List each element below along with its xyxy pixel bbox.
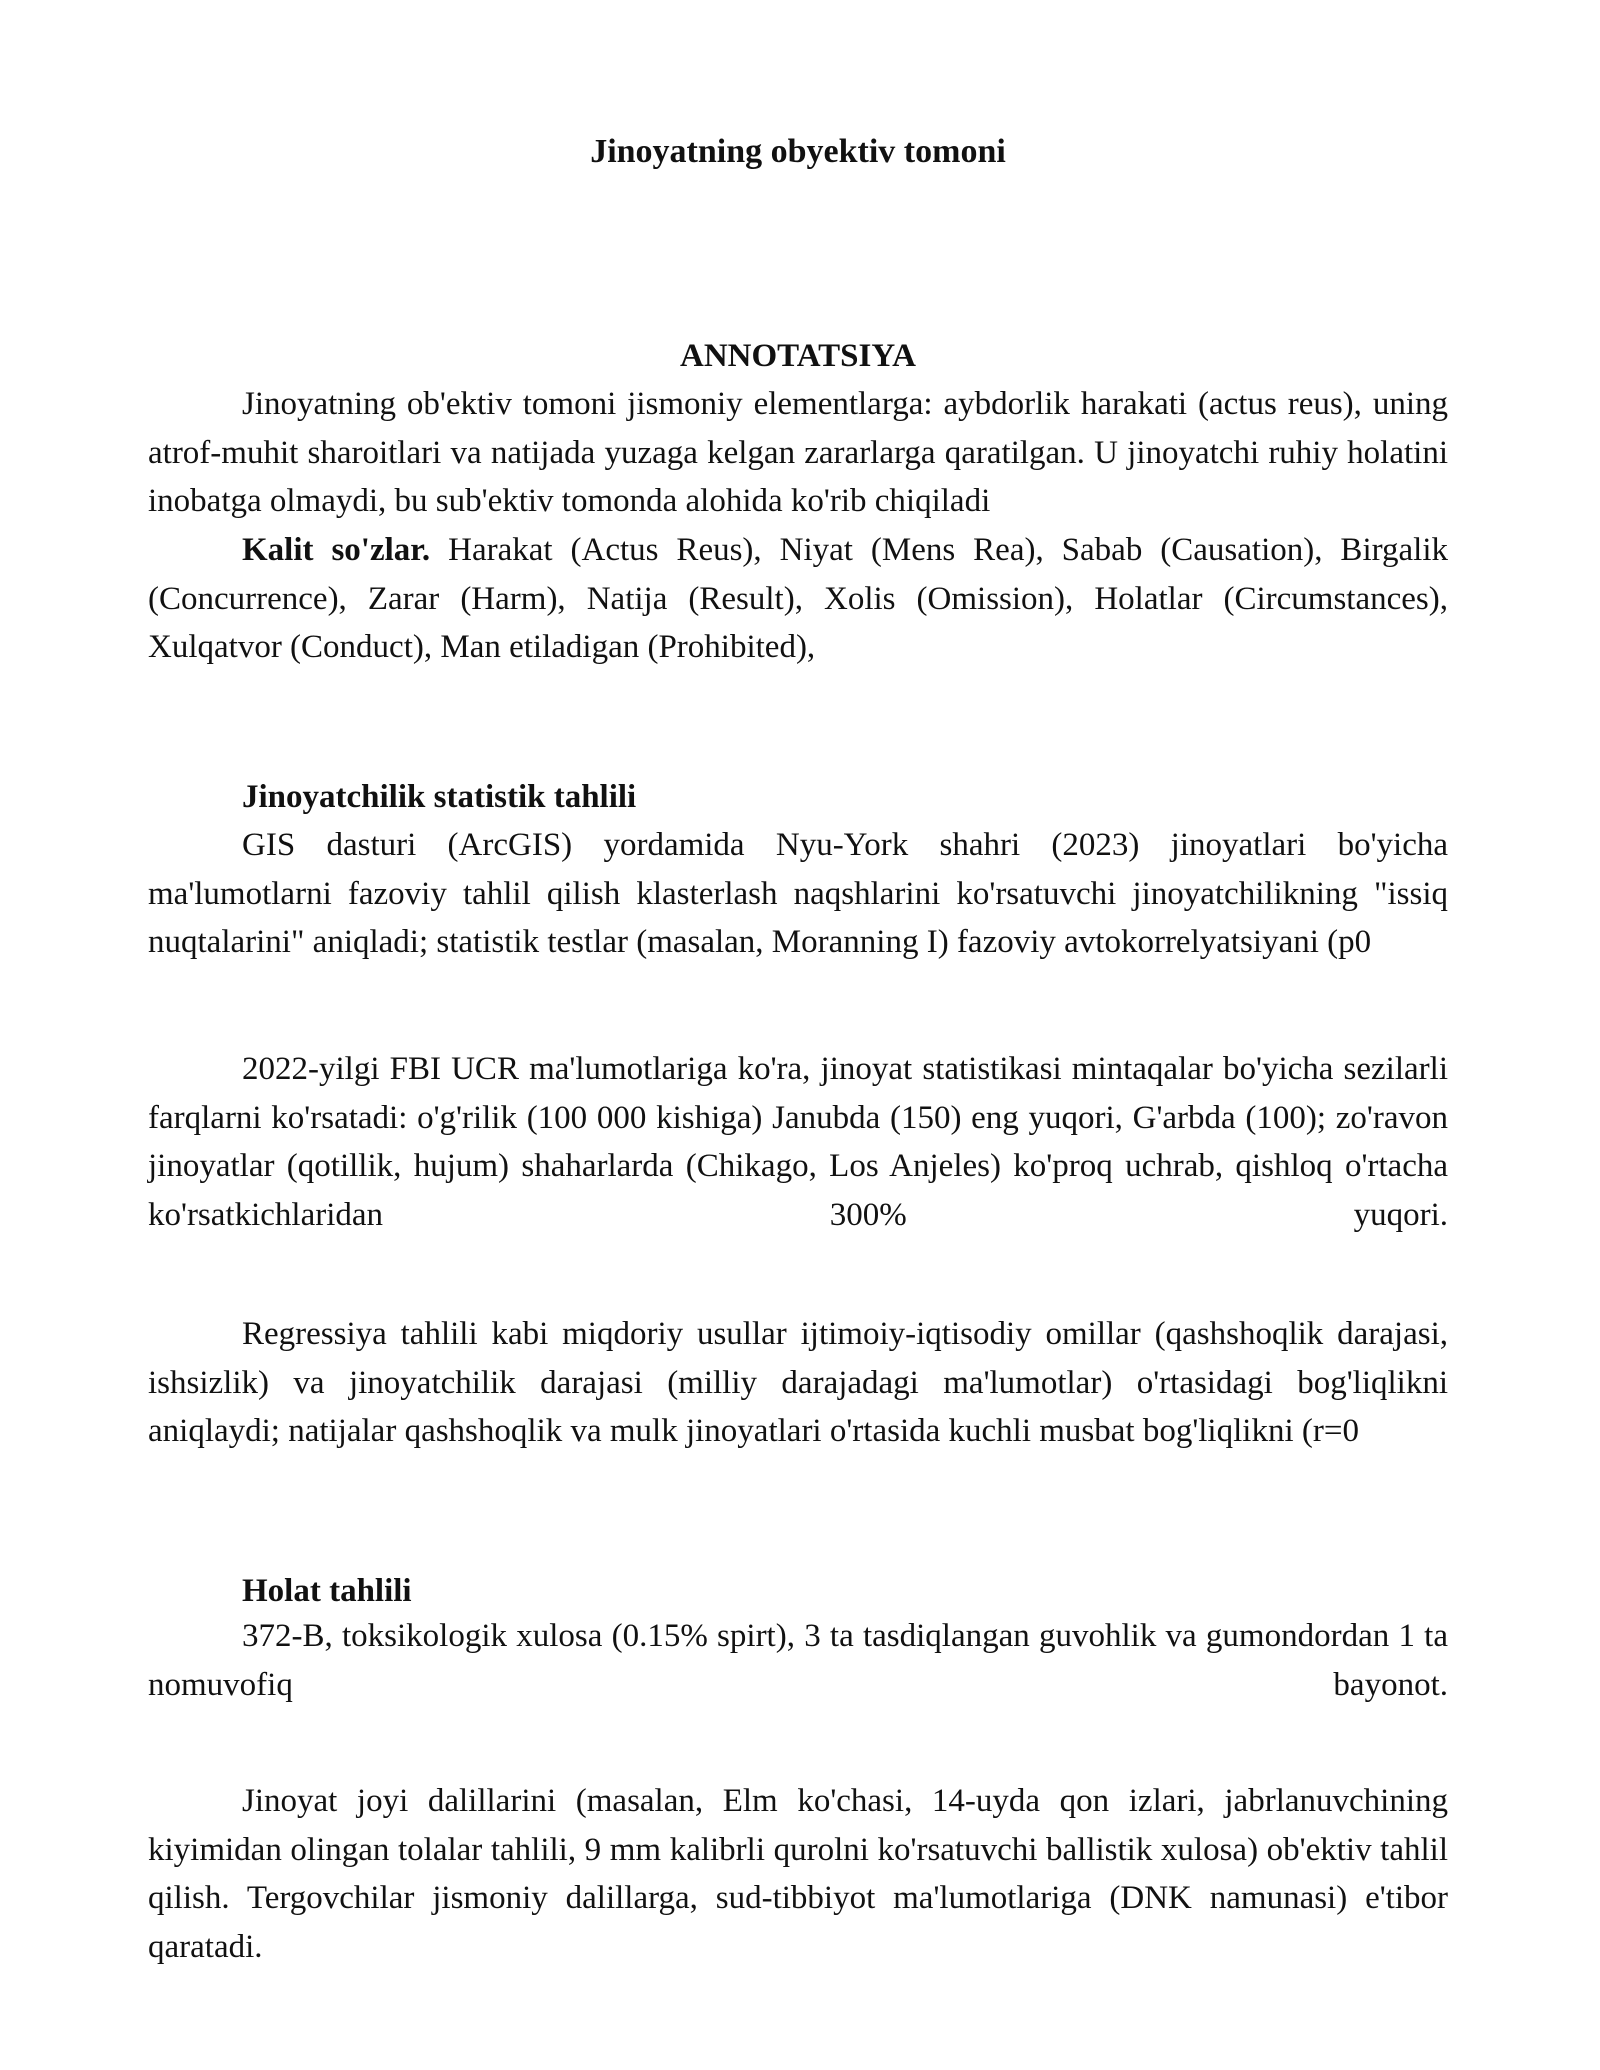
case-heading: Holat tahlili [242, 1573, 412, 1609]
annotation-paragraph: Jinoyatning ob'ektiv tomoni jismoniy elementlarga: aybdorlik harakati (actus reus), uning atrof-muhit sharoitlari va natijada yuzaga kelgan zararlarga qaratilgan. U jinoyatchi ruhiy holatini inobatga olmaydi, bu sub'ektiv tomonda alohida ko'rib chiqiladi [148, 386, 1448, 519]
case-paragraph-1: 372-B, toksikologik xulosa (0.15% spirt), 3 ta tasdiqlangan guvohlik va gumondordan 1 ta nomuvofiq bayonot. [148, 1618, 1448, 1703]
document-title: Jinoyatning obyektiv tomoni [590, 133, 1006, 170]
keywords-text: Harakat (Actus Reus), Niyat (Mens Rea), Sabab (Causation), Birgalik (Concurrence), Zarar (Harm), Natija (Result), Xolis (Omission), Holatlar (Circumstances), Xulqatvor (Conduct), Man etiladigan (Prohibited), [148, 532, 1448, 665]
statistics-paragraph-3: Regressiya tahlili kabi miqdoriy usullar ijtimoiy-iqtisodiy omillar (qashshoqlik darajasi, ishsizlik) va jinoyatchilik darajasi (milliy darajadagi ma'lumotlar) o'rtasidagi bog'liqlikni aniqlaydi; natijalar qashshoqlik va mulk jinoyatlari o'rtasida kuchli musbat bog'liqlikni (r=0 [148, 1316, 1448, 1449]
annotation-heading: ANNOTATSIYA [680, 338, 916, 374]
statistics-heading: Jinoyatchilik statistik tahlili [242, 779, 637, 815]
case-paragraph-2: Jinoyat joyi dalillarini (masalan, Elm ko'chasi, 14-uyda qon izlari, jabrlanuvchining kiyimidan olingan tolalar tahlili, 9 mm kalibrli qurolni ko'rsatuvchi ballistik xulosa) ob'ektiv tahlil qilish. Tergovchilar jismoniy dalillarga, sud-tibbiyot ma'lumotlariga (DNK namunasi) e'tibor qaratadi. [148, 1783, 1448, 1965]
keywords-label: Kalit so'zlar. [242, 532, 431, 568]
statistics-paragraph-1: GIS dasturi (ArcGIS) yordamida Nyu-York shahri (2023) jinoyatlari bo'yicha ma'lumotlarni fazoviy tahlil qilish klasterlash naqshlarini ko'rsatuvchi jinoyatchilikning "issiq nuqtalarini" aniqladi; statistik testlar (masalan, Moranning I) fazoviy avtokorrelyatsiyani (p0 [148, 827, 1448, 960]
keywords-paragraph [148, 526, 1448, 672]
statistics-paragraph-2: 2022-yilgi FBI UCR ma'lumotlariga ko'ra, jinoyat statistikasi mintaqalar bo'yicha sezilarli farqlarni ko'rsatadi: o'g'rilik (100 000 kishiga) Janubda (150) eng yuqori, G'arbda (100); zo'ravon jinoyatlar (qotillik, hujum) shaharlarda (Chikago, Los Anjeles) ko'proq uchrab, qishloq o'rtacha ko'rsatkichlaridan 300% yuqori. [148, 1051, 1448, 1233]
